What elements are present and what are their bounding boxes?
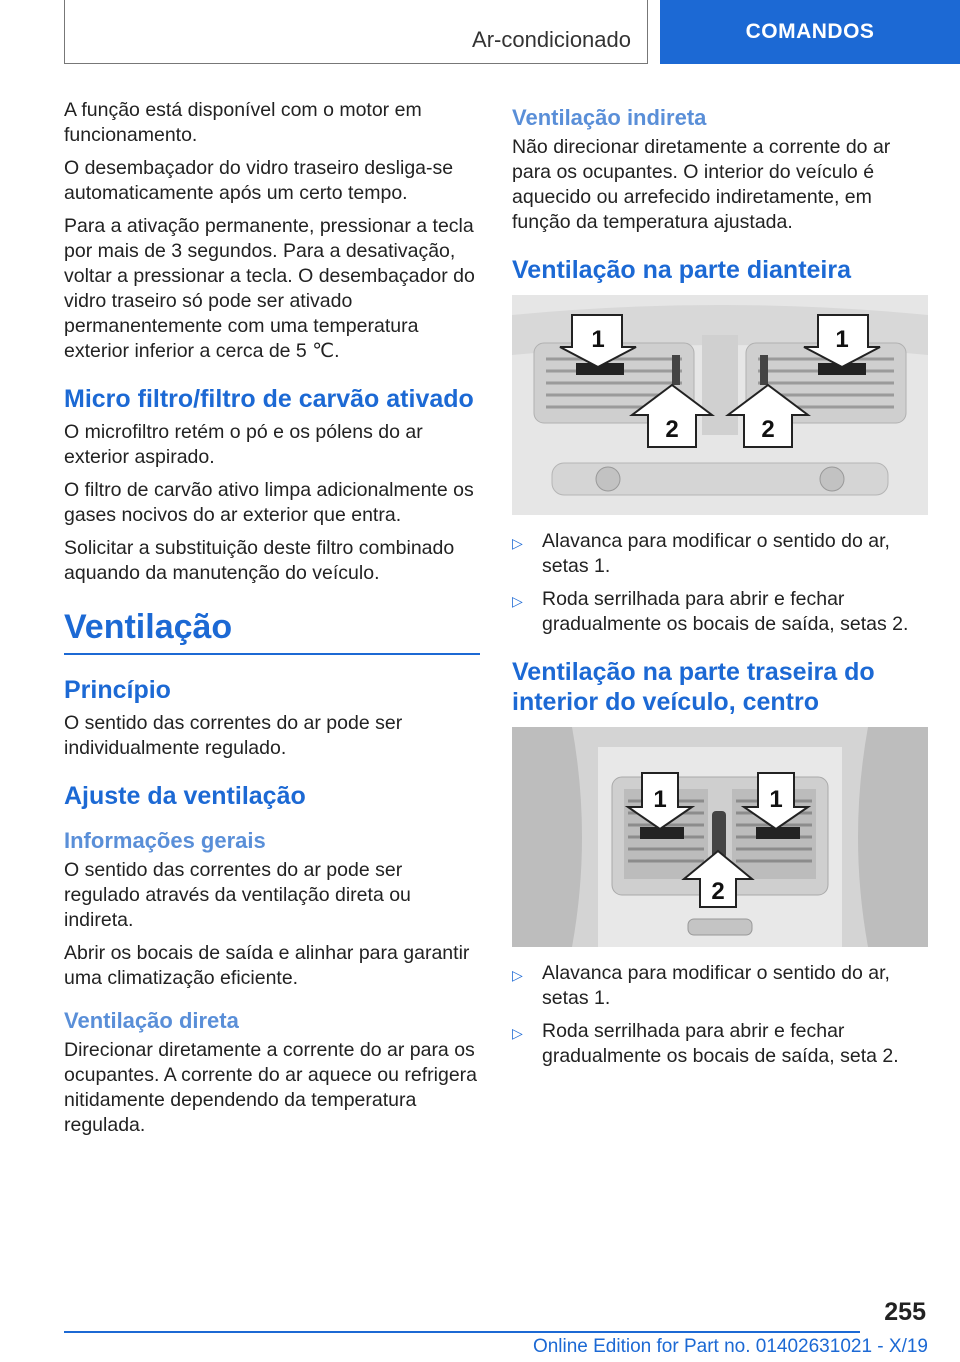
front-callout-2-right: 2	[761, 416, 775, 443]
list-item-text: Alavanca para modificar o sentido do ar, setas 1.	[542, 530, 890, 577]
footer-divider	[64, 1331, 860, 1333]
paragraph: A função está disponível com o motor em funcionamento.	[64, 99, 422, 146]
heading-ventilation: Ventilação	[64, 608, 480, 655]
right-column	[512, 98, 928, 1077]
front-callout-1-left: 1	[591, 326, 605, 353]
paragraph: O filtro de carvão ativo limpa adicionalmente os gases nocivos do ar exterior que entra.	[64, 479, 474, 526]
list-item-text: Roda serrilhada para abrir e fechar gradualmente os bocais de saída, setas 2.	[542, 588, 909, 635]
heading-rear-ventilation: Ventilação na parte traseira do interior do veículo, centro	[512, 658, 875, 716]
rear-callout-2: 2	[711, 878, 725, 905]
paragraph: Abrir os bocais de saída e alinhar para garantir uma climatização eficiente.	[64, 942, 470, 989]
heading-direct-ventilation: Ventilação direta	[64, 1008, 239, 1033]
paragraph: O microfiltro retém o pó e os pólens do ar exterior aspirado.	[64, 421, 423, 468]
paragraph: Direcionar diretamente a corrente do ar para os ocupantes. A corrente do ar aquece ou refrigera nitidamente dependendo da temperatura regulada.	[64, 1039, 478, 1136]
front-vents-figure	[512, 295, 928, 515]
footer-edition: Online Edition for Part no. 01402631021 - X/19	[532, 1336, 928, 1357]
header-section-title: Ar-condicionado	[472, 27, 631, 52]
heading-indirect-ventilation: Ventilação indireta	[512, 105, 707, 130]
paragraph: Para a ativação permanente, pressionar a tecla por mais de 3 segundos. Para a desativação, voltar a pressionar a tecla. O desembaçador do vidro traseiro só pode ser ativado permanentemente com uma temperatura exterior inferior a cerca de 5 ℃.	[64, 215, 475, 362]
triangle-right-icon: ▷	[512, 593, 523, 609]
header-chapter-title: COMANDOS	[745, 20, 875, 43]
list-item-text: Alavanca para modificar o sentido do ar, setas 1.	[542, 962, 890, 1009]
heading-general-info: Informações gerais	[64, 828, 266, 853]
front-vents-list	[512, 529, 928, 637]
list-item	[512, 529, 928, 579]
rear-vents-figure	[512, 727, 928, 947]
heading-ventilation-adjust: Ajuste da ventilação	[64, 782, 306, 810]
triangle-right-icon: ▷	[512, 535, 523, 551]
paragraph: Solicitar a substituição deste filtro combinado aquando da manutenção do veículo.	[64, 537, 455, 584]
front-callout-1-right: 1	[835, 326, 849, 353]
list-item-text: Roda serrilhada para abrir e fechar gradualmente os bocais de saída, seta 2.	[542, 1020, 899, 1067]
list-item	[512, 961, 928, 1011]
rear-vents-illustration	[512, 727, 928, 947]
triangle-right-icon: ▷	[512, 1025, 523, 1041]
paragraph: O sentido das correntes do ar pode ser regulado através da ventilação direta ou indireta.	[64, 859, 411, 931]
rear-callout-1-left: 1	[653, 786, 667, 813]
paragraph: Não direcionar diretamente a corrente do ar para os ocupantes. O interior do veículo é aquecido ou arrefecido indiretamente, em função da temperatura ajustada.	[512, 136, 891, 233]
heading-front-ventilation: Ventilação na parte dianteira	[512, 256, 852, 284]
front-callout-2-left: 2	[665, 416, 679, 443]
list-item	[512, 587, 928, 637]
heading-micro-filter: Micro filtro/filtro de carvão ativado	[64, 385, 474, 413]
list-item	[512, 1019, 928, 1069]
paragraph: O sentido das correntes do ar pode ser individualmente regulado.	[64, 712, 403, 759]
rear-vents-list	[512, 961, 928, 1069]
front-vents-illustration	[512, 295, 928, 515]
page-number: 255	[884, 1298, 926, 1326]
header-chapter-tab	[660, 0, 960, 64]
rear-callout-1-right: 1	[769, 786, 783, 813]
heading-principle: Princípio	[64, 676, 171, 704]
left-column	[64, 98, 480, 1146]
paragraph: O desembaçador do vidro traseiro desliga-se automaticamente após um certo tempo.	[64, 157, 454, 204]
header-section-box	[64, 0, 648, 64]
triangle-right-icon: ▷	[512, 967, 523, 983]
